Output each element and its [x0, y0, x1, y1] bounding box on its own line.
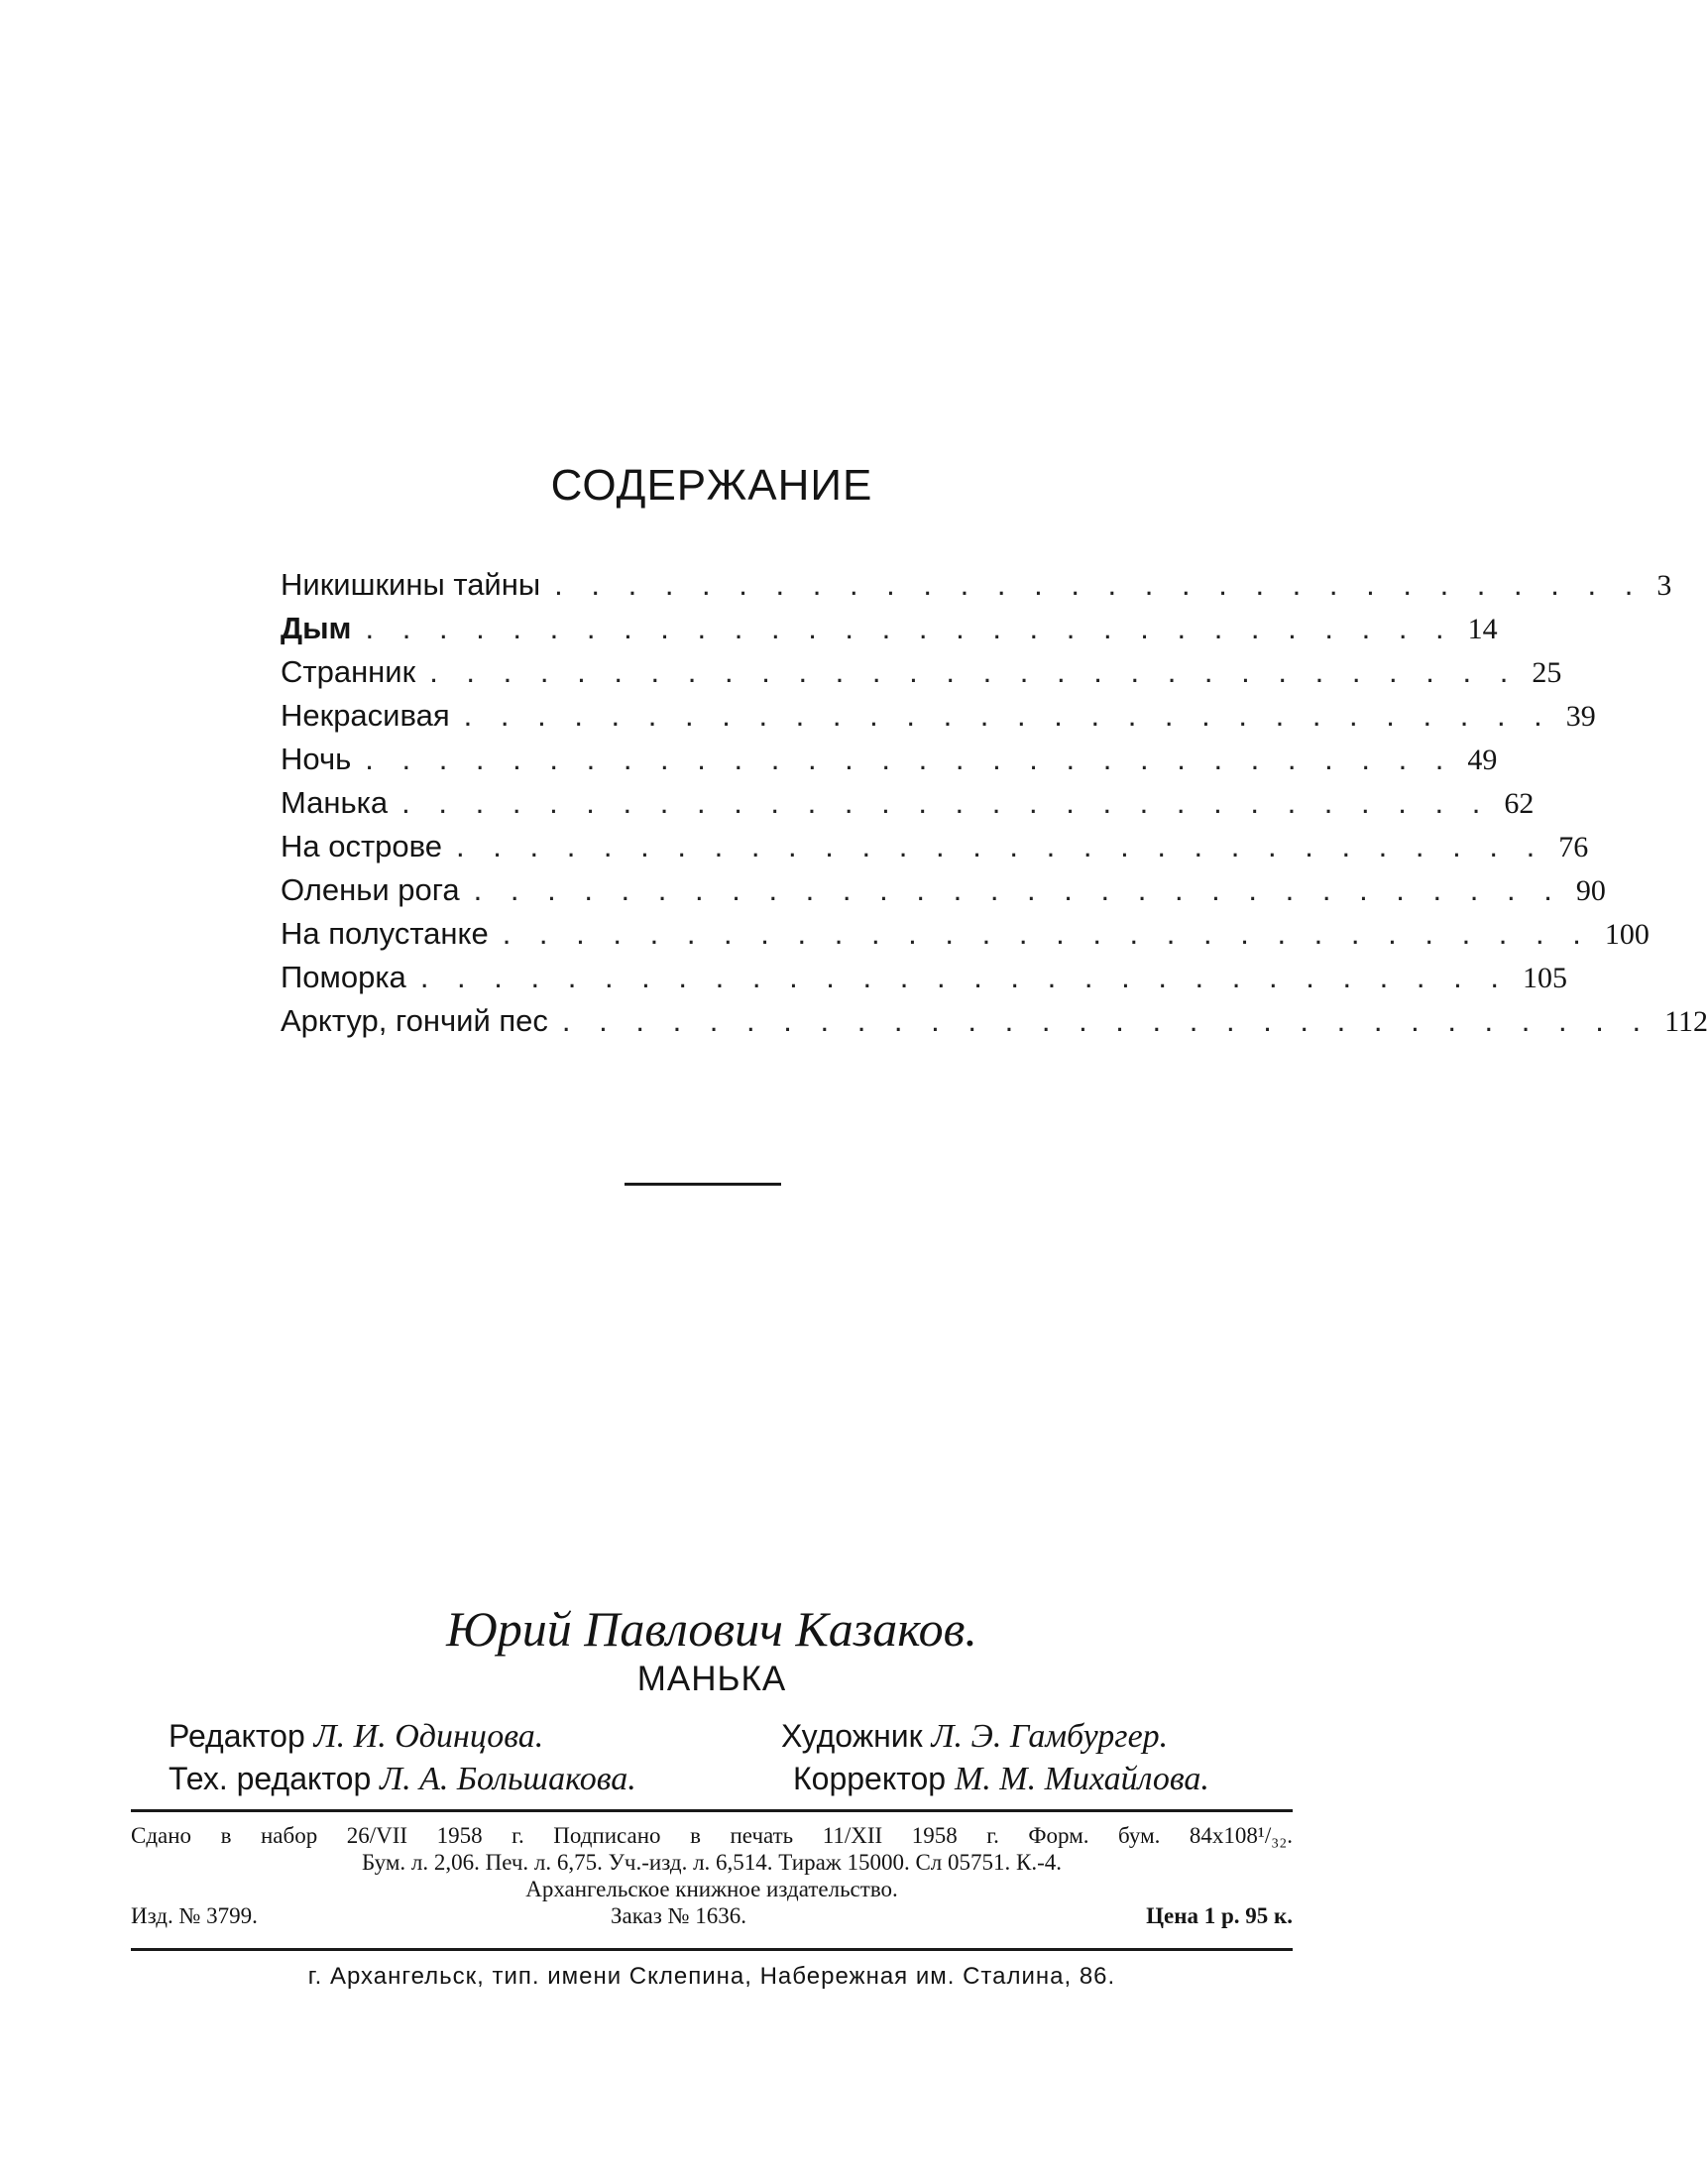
toc-entry — [281, 654, 1562, 698]
toc-entry — [281, 567, 1672, 611]
toc-entry-title: Странник — [281, 654, 416, 689]
book-title: МАНЬКА — [636, 1660, 787, 1698]
toc-dot-leader: . . . . . . . . . . . . . . . . . . . . . . . . . . . . . . — [561, 1003, 1651, 1038]
toc-dot-leader: . . . . . . . . . . . . . . . . . . . . . . . . . . . . . . — [401, 785, 1491, 820]
toc-entry-page: 14 — [1467, 613, 1498, 645]
toc-dot-leader: . . . . . . . . . . . . . . . . . . . . . . . . . . . . . . — [502, 916, 1591, 951]
editor-credit — [169, 1716, 543, 1757]
printing-house-address: г. Архангельск, тип. имени Склепина, Набережная им. Сталина, 86. — [307, 1963, 1116, 1990]
toc-dot-leader: . . . . . . . . . . . . . . . . . . . . . . . . . . . . . . — [456, 829, 1545, 863]
order-number: Заказ № 1636. — [611, 1903, 747, 1928]
toc-dot-leader: . . . . . . . . . . . . . . . . . . . . . . . . . . . . . . — [473, 872, 1562, 907]
toc-entry-page: 49 — [1467, 744, 1498, 776]
artist-name: Л. Э. Гамбургер. — [931, 1718, 1169, 1755]
toc-entry-title: Никишкины тайны — [281, 567, 541, 602]
toc-entry-title: На полустанке — [281, 916, 489, 951]
toc-entry-page: 76 — [1558, 831, 1589, 863]
toc-entry-title: Оленьи рога — [281, 872, 460, 907]
proofreader-name: М. М. Михайлова. — [954, 1761, 1209, 1797]
toc-entry-page: 3 — [1656, 569, 1672, 602]
toc-entry-title: Дым — [281, 611, 352, 645]
toc-entry-page: 39 — [1565, 700, 1596, 733]
toc-dot-leader: . . . . . . . . . . . . . . . . . . . . . . . . . . . . . . — [429, 654, 1519, 689]
toc-entry — [281, 742, 1498, 785]
toc-entry — [281, 960, 1567, 1003]
imprint-line-typesetting: Сдано в набор 26/VII 1958 г. Подписано в печать 11/XII 1958 г. Форм. бум. 84x108¹/₃₂. — [131, 1823, 1293, 1848]
proofreader-credit — [793, 1759, 1209, 1799]
toc-dot-leader: . . . . . . . . . . . . . . . . . . . . . . . . . . . . . . — [463, 698, 1552, 733]
toc-entry — [281, 872, 1606, 916]
toc-dot-leader: . . . . . . . . . . . . . . . . . . . . . . . . . . . . . . — [554, 567, 1644, 602]
artist-credit — [781, 1716, 1168, 1757]
toc-entry — [281, 1003, 1708, 1047]
tech-editor-name: Л. А. Большакова. — [380, 1761, 636, 1797]
editor-name: Л. И. Одинцова. — [313, 1718, 544, 1755]
toc-entry-page: 25 — [1532, 656, 1562, 689]
toc-entry-title: Поморка — [281, 960, 406, 994]
proofreader-label: Корректор — [793, 1761, 947, 1796]
toc-entry-page: 62 — [1504, 787, 1535, 820]
toc-entry-page: 112 — [1664, 1005, 1708, 1038]
editor-label: Редактор — [169, 1718, 305, 1754]
toc-entry — [281, 611, 1498, 654]
toc-entry — [281, 785, 1535, 829]
toc-entry-page: 100 — [1604, 918, 1650, 951]
toc-title: СОДЕРЖАНИЕ — [550, 461, 873, 510]
tech-editor-label: Тех. редактор — [169, 1761, 372, 1796]
toc-entry-title: Арктур, гончий пес — [281, 1003, 548, 1038]
price: Цена 1 р. 95 к. — [1146, 1903, 1293, 1928]
toc-entry-page: 90 — [1575, 874, 1606, 907]
imprint-top-rule — [131, 1809, 1293, 1812]
toc-dot-leader: . . . . . . . . . . . . . . . . . . . . . . . . . . . . . . — [365, 742, 1454, 776]
toc-entry-title: Ночь — [281, 742, 352, 776]
separator-rule — [625, 1183, 781, 1186]
toc-entry — [281, 698, 1596, 742]
toc-entry-title: Некрасивая — [281, 698, 450, 733]
publication-number: Изд. № 3799. — [131, 1903, 258, 1928]
toc-entry — [281, 916, 1650, 960]
toc-dot-leader: . . . . . . . . . . . . . . . . . . . . . . . . . . . . . . — [419, 960, 1509, 994]
toc-dot-leader: . . . . . . . . . . . . . . . . . . . . . . . . . . . . . . — [365, 611, 1454, 645]
table-of-contents — [281, 567, 1708, 1047]
toc-entry-page: 105 — [1522, 962, 1567, 994]
tech-editor-credit — [169, 1759, 636, 1799]
toc-entry-title: На острове — [281, 829, 443, 863]
author-name: Юрий Павлович Казаков. — [446, 1601, 977, 1657]
toc-entry — [281, 829, 1589, 872]
artist-label: Художник — [781, 1718, 923, 1754]
imprint-publisher: Архангельское книжное издательство. — [525, 1877, 898, 1901]
imprint-line-paper: Бум. л. 2,06. Печ. л. 6,75. Уч.-изд. л. 6,514. Тираж 15000. Сл 05751. К.-4. — [361, 1850, 1063, 1875]
imprint-bottom-rule — [131, 1948, 1293, 1951]
toc-entry-title: Манька — [281, 785, 389, 820]
